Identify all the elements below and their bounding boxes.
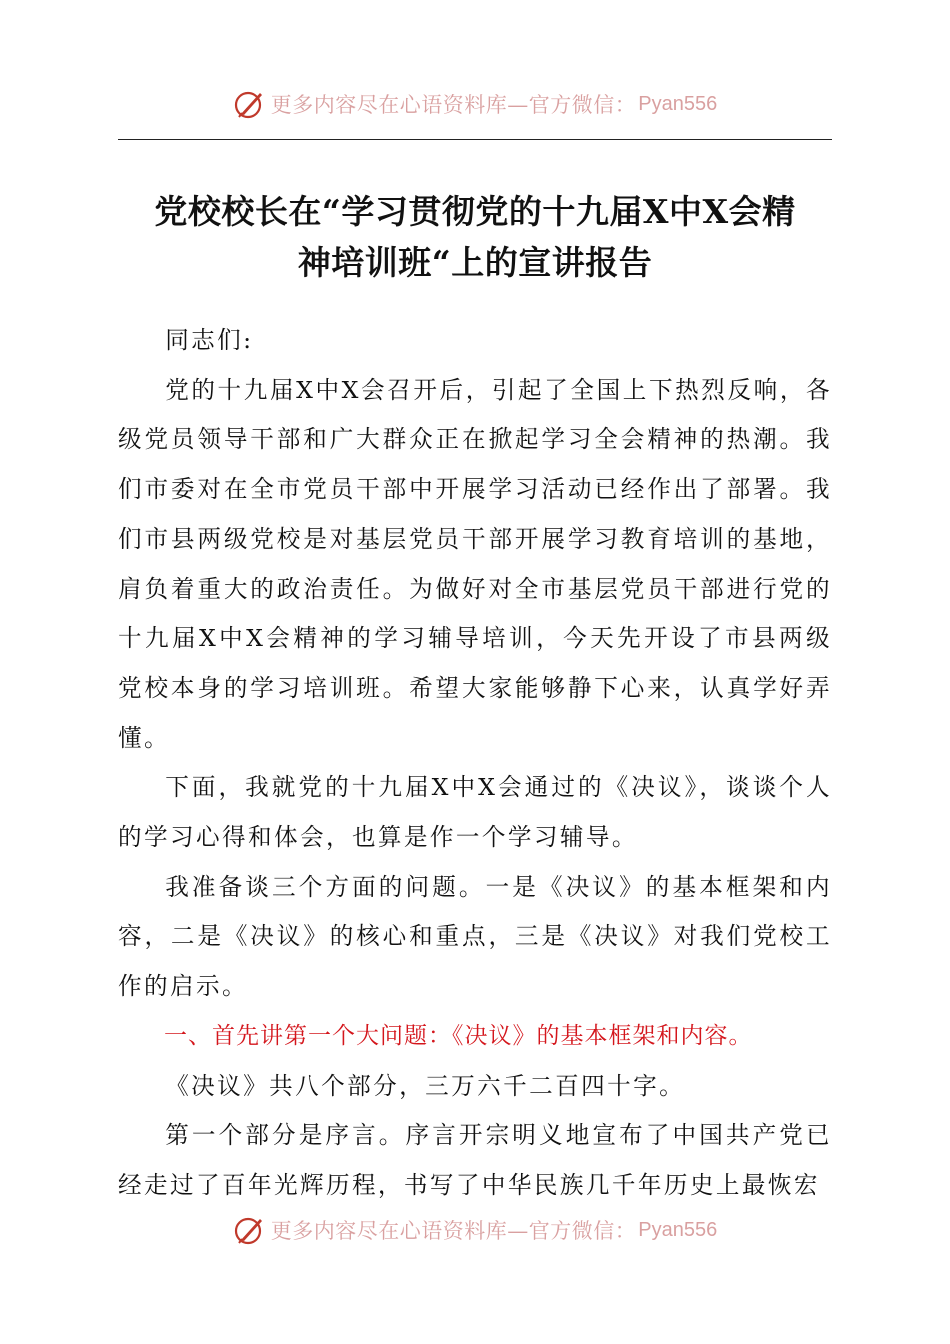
header-brand-code: Pyan556 <box>638 92 718 115</box>
header-divider <box>118 139 832 140</box>
quill-pen-icon <box>233 1213 267 1247</box>
section-heading-1: 一、首先讲第一个大问题：《决议》的基本框架和内容。 <box>164 1022 753 1049</box>
footer-brand-text: 更多内容尽在心语资料库—官方微信： <box>270 1219 637 1243</box>
header-brand-text: 更多内容尽在心语资料库—官方微信： <box>270 93 637 117</box>
title-line-2: 神培训班“上的宣讲报告 <box>297 243 653 282</box>
document-title <box>118 186 832 288</box>
paragraph-intro: 党的十九届X中X会召开后，引起了全国上下热烈反响，各级党员领导干部和广大群众正在掀起学习全会精神的热潮。我们市委对在全市党员干部中开展学习活动已经作出了部署。我们市县两级党校是对基层党员干部开展学习教育培训的基地，肩负着重大的政治责任。为做好对全市基层党员干部进行党的十九届X中X会精神的学习辅导培训，今天先开设了市县两级党校本身的学习培训班。希望大家能够静下心来，认真学好弄懂。 <box>118 375 832 752</box>
salutation: 同志们: <box>165 326 254 354</box>
paragraph-outline: 我准备谈三个方面的问题。一是《决议》的基本框架和内容，二是《决议》的核心和重点，三是《决议》对我们党校工作的启示。 <box>118 872 832 1001</box>
footer-brand <box>0 1210 950 1250</box>
document-body <box>118 316 832 1211</box>
paragraph-structure: 《决议》共八个部分，三万六千二百四十字。 <box>165 1071 686 1100</box>
quill-pen-icon <box>233 87 267 121</box>
paragraph-preface: 第一个部分是序言。序言开宗明义地宣布了中国共产党已经走过了百年光辉历程，书写了中华民族几千年历史上最恢宏 <box>118 1121 832 1199</box>
footer-brand-code: Pyan556 <box>638 1218 718 1241</box>
paragraph-topic: 下面，我就党的十九届X中X会通过的《决议》，谈谈个人的学习心得和体会，也算是作一个学习辅导。 <box>118 773 832 852</box>
header-brand <box>0 84 950 124</box>
title-line-1: 党校校长在“学习贯彻党的十九届X中X会精 <box>154 192 796 231</box>
